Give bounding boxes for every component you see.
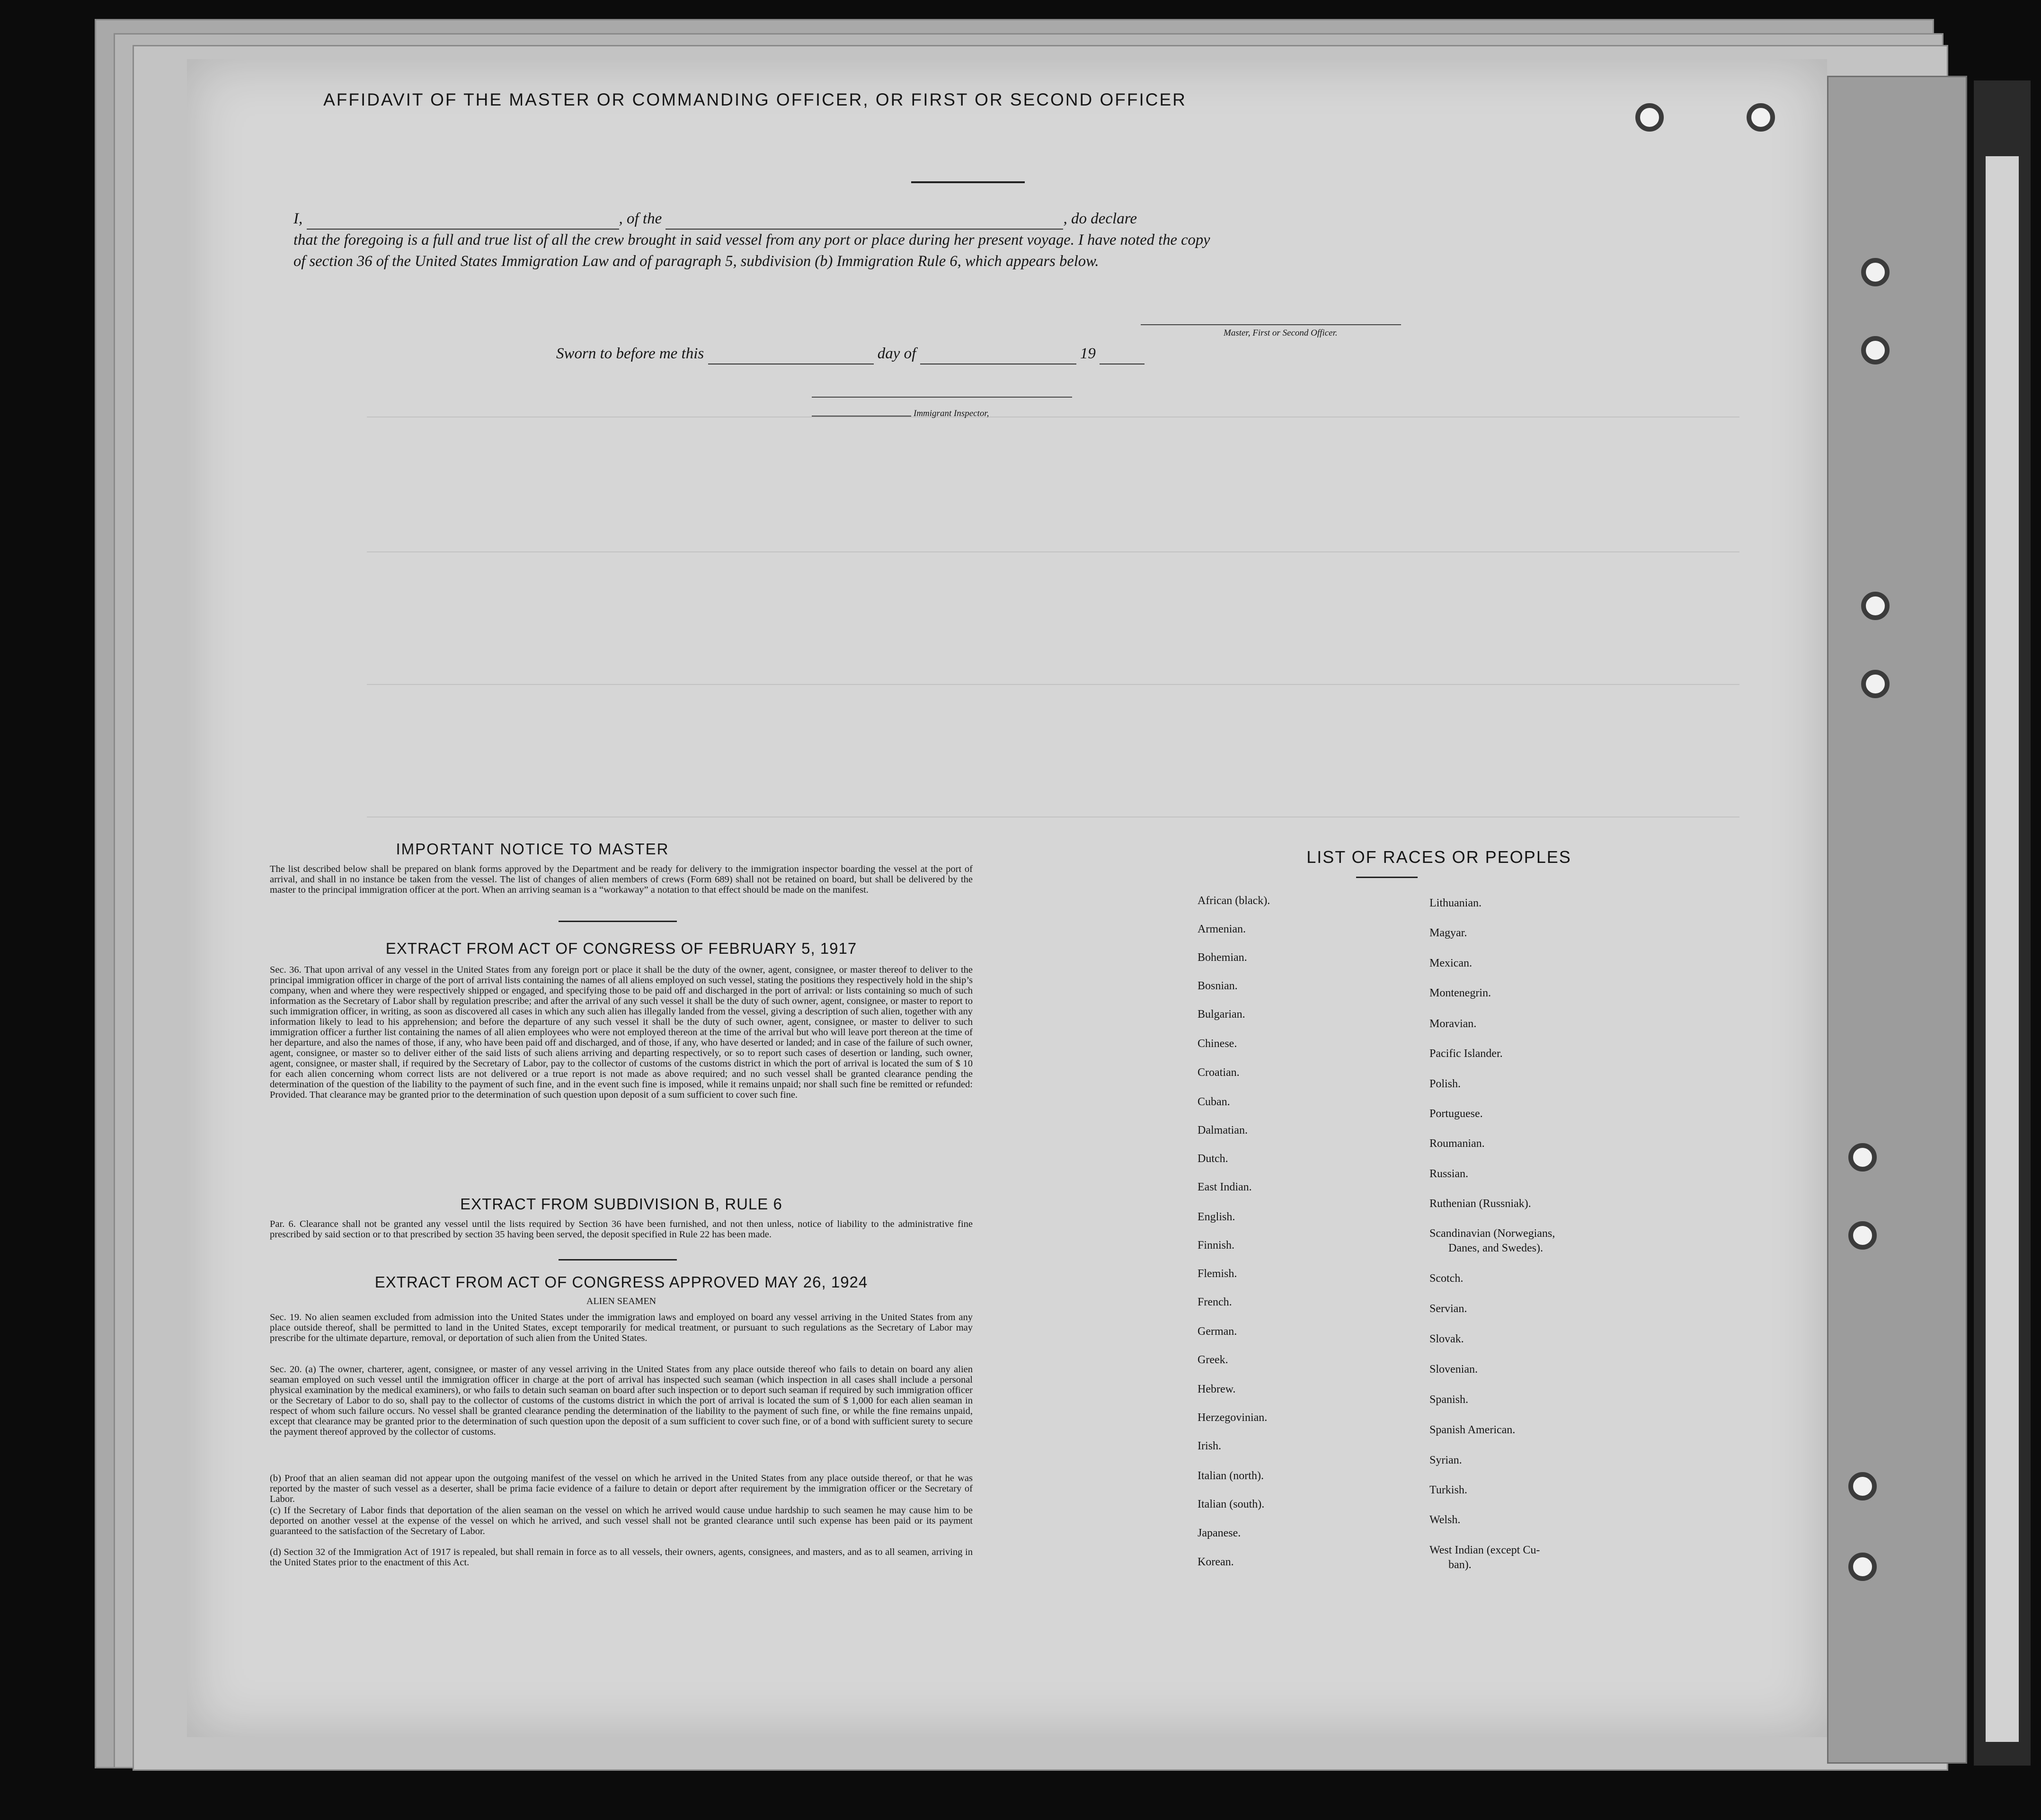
race-item: Polish.	[1429, 1078, 1461, 1090]
extract-1924-sec20a: Sec. 20. (a) The owner, charterer, agent, consignee, or master of any vessel arriving in the United States from any place outside thereof who fails to detain on board any alien seaman employed on such vessel until the immigration officer in charge at the port of arrival has inspected such seaman (which inspection in all cases shall include a personal physical examination by the medical examiners), or who fails to detain such seaman on board after such inspection or to deport such seaman if required by such immigration officer or the Secretary of Labor to do so, shall pay to the collector of customs of the customs district in which the port of arrival is located the sum of $ 1,000 for each alien seaman in respect of whom such failure occurs. No vessel shall be granted clearance pending the determination of the liability to the payment of such fine, or while the fine remains unpaid, except that clearance may be granted prior to the determination of such question upon the deposit of a sum sufficient to cover such fine, or of a bond with sufficient surety to secure the payment thereof approved by the collector of customs.	[270, 1364, 973, 1437]
extract-1924-sec20d: (d) Section 32 of the Immigration Act of 1917 is repealed, but shall remain in force as to all vessels, their owners, agents, consignees, and masters, and as to all seamen, arriving in the United States prior to the enactment of this Act.	[270, 1547, 973, 1568]
section-rule	[559, 1259, 677, 1261]
affidavit-title: AFFIDAVIT OF THE MASTER OR COMMANDING OFFICER, OR FIRST OR SECOND OFFICER	[323, 90, 1187, 109]
race-item: Armenian.	[1198, 923, 1246, 935]
binder-strip-inner	[1986, 156, 2019, 1742]
binder-hole	[1861, 258, 1890, 286]
race-item: Montenegrin.	[1429, 987, 1491, 999]
race-item: Finnish.	[1198, 1239, 1235, 1252]
race-item: Cuban.	[1198, 1096, 1230, 1108]
binder-hole	[1861, 336, 1890, 364]
affidavit-line1-end: , do declare	[1063, 210, 1137, 227]
name-blank[interactable]	[307, 215, 619, 230]
binder-hole	[1848, 1143, 1877, 1172]
extract-1924-sec19: Sec. 19. No alien seamen excluded from admission into the United States under the immigration laws and employed on board any vessel arriving in the United States from any place outside thereof, shall be permitted to land in the United States, except temporarily for medical treatment, or pursuant to such regulations as the Secretary of Labor may prescribe for the ultimate departure, removal, or deportation of such alien from the United States.	[270, 1312, 973, 1343]
race-item: ban).	[1448, 1559, 1472, 1571]
year-prefix: 19	[1080, 345, 1096, 362]
race-item: English.	[1198, 1211, 1235, 1223]
paper-edge-right	[1827, 76, 1967, 1764]
sworn-day-blank[interactable]	[708, 350, 874, 364]
extract-1917-text: Sec. 36. That upon arrival of any vessel in the United States from any foreign port or place it shall be the duty of the owner, agent, consignee, or master thereof to deliver to the principal immigration officer in charge of the port of arrival lists containing the names of all aliens employed on such vessel, stating the positions they respectively hold in the ship’s company, when and where they were respectively shipped or engaged, and specifying those to be paid off and discharged in the port of arrival: or lists containing so much of such information as the Secretary of Labor shall by regulation prescribe; and after the arrival of any such vessel it shall be the duty of such owner, agent, consignee, or master to report to such immigration officer, in writing, as soon as discovered all cases in which any such alien has illegally landed from the vessel, giving a description of such alien, together with any information likely to lead to his apprehension; and before the departure of any such vessel it shall be the duty of such owner, agent, consignee, or master to deliver to such immigration officer a further list containing the names of all alien employees who were not employed thereon at the time of the arrival but who will leave port thereon at the time of her departure, and also the names of those, if any, who have been paid off and discharged, and of those, if any, who have deserted or landed; and in case of the failure of such owner, agent, consignee, or master so to deliver either of the said lists of such aliens arriving and departing respectively, or so to report such cases of desertion or landing, such owner, agent, consignee, or master shall, if required by the Secretary of Labor, pay to the collector of customs of the customs district in which the port of arrival is located the sum of $ 10 for each alien concerning whom correct lists are not delivered or a true report is not made as above required; and no such vessel shall be granted clearance pending the determination of the question of the liability to the payment of such fine, and in the event such fine is imposed, while it remains unpaid; nor shall such fine be remitted or refunded: Provided. That clearance may be granted prior to the determination of such question upon deposit of a sum sufficient to cover such fine.	[270, 965, 973, 1100]
vessel-blank[interactable]	[666, 215, 1063, 230]
master-signature-line[interactable]	[1141, 324, 1401, 325]
binder-hole	[1747, 103, 1775, 132]
race-item: African (black).	[1198, 895, 1270, 907]
binder-hole	[1861, 592, 1890, 620]
race-item: Roumanian.	[1429, 1137, 1485, 1150]
race-item: Moravian.	[1429, 1018, 1477, 1030]
race-item: Herzegovinian.	[1198, 1412, 1268, 1424]
races-title: LIST OF RACES OR PEOPLES	[1306, 847, 1571, 867]
alien-seamen-subtitle: ALIEN SEAMEN	[586, 1296, 657, 1306]
race-item: Ruthenian (Russniak).	[1429, 1198, 1531, 1210]
inspector-signature-line[interactable]	[812, 397, 1072, 398]
race-item: Dutch.	[1198, 1153, 1228, 1165]
notice-title: IMPORTANT NOTICE TO MASTER	[396, 840, 669, 858]
sworn-year-blank[interactable]	[1100, 350, 1145, 364]
binder-hole	[1861, 670, 1890, 698]
race-item: German.	[1198, 1325, 1237, 1338]
race-item: Bohemian.	[1198, 951, 1247, 964]
binder-hole	[1848, 1553, 1877, 1581]
race-item: Pacific Islander.	[1429, 1048, 1503, 1060]
extract-1924-sec20c: (c) If the Secretary of Labor finds that deportation of the alien seaman on the vessel on which he arrived would cause undue hardship to such seamen he may cause him to be deported on another vessel at the expense of the vessel on which he arrived, and such vessel shall not be granted clearance until such expense has been paid or its payment guaranteed to the satisfaction of the Secretary of Labor.	[270, 1505, 973, 1536]
race-item: Spanish.	[1429, 1394, 1469, 1406]
race-item: Flemish.	[1198, 1268, 1237, 1280]
sworn-month-blank[interactable]	[920, 350, 1076, 364]
race-item: West Indian (except Cu-	[1429, 1544, 1540, 1556]
binder-hole	[1848, 1221, 1877, 1250]
binder-hole	[1848, 1472, 1877, 1500]
title-rule	[911, 181, 1025, 183]
race-item: Italian (south).	[1198, 1498, 1265, 1510]
race-item: Scotch.	[1429, 1272, 1464, 1285]
race-item: Japanese.	[1198, 1527, 1241, 1539]
affidavit-line1-mid: , of the	[619, 210, 662, 227]
ghost-line	[367, 551, 1739, 552]
race-item: Syrian.	[1429, 1454, 1462, 1466]
race-item: Hebrew.	[1198, 1383, 1236, 1395]
race-item: Slovenian.	[1429, 1363, 1478, 1376]
race-item: Russian.	[1429, 1168, 1469, 1180]
race-item: French.	[1198, 1296, 1232, 1308]
master-label: Master, First or Second Officer.	[1224, 328, 1338, 338]
races-title-rule	[1356, 877, 1418, 878]
day-of-text: day of	[877, 345, 916, 362]
sworn-text: Sworn to before me this	[556, 345, 704, 362]
notice-text: The list described below shall be prepared on blank forms approved by the Department and be ready for delivery to the immigration inspector boarding the vessel at the port of arrival, and shall in no instance be taken from the vessel. The list of changes of alien members of crews (Form 689) shall not be retained on board, but shall be delivered by the master to the principal immigration officer at the port. When an arriving seaman is a “workaway” a notation to that effect should be made on the manifest.	[270, 864, 973, 895]
race-item: Turkish.	[1429, 1484, 1467, 1496]
ghost-line	[367, 684, 1739, 685]
affidavit-line1-start: I,	[293, 210, 303, 227]
race-item: Chinese.	[1198, 1038, 1237, 1050]
race-item: Bosnian.	[1198, 980, 1238, 992]
race-item: Lithuanian.	[1429, 897, 1482, 909]
race-item: Croatian.	[1198, 1066, 1240, 1079]
extract-1924-sec20b: (b) Proof that an alien seaman did not appear upon the outgoing manifest of the vessel on which he arrived in the United States from any place outside thereof, or that he was reported by the master of such vessel as a deserter, shall be prima facie evidence of a failure to detain or deport after requirement by the immigration officer or the Secretary of Labor.	[270, 1473, 973, 1504]
race-item: Korean.	[1198, 1556, 1234, 1568]
race-item: Slovak.	[1429, 1333, 1464, 1345]
race-item: Scandinavian (Norwegians,	[1429, 1227, 1555, 1240]
section-rule	[559, 921, 677, 922]
race-item: Spanish American.	[1429, 1424, 1516, 1436]
race-item: Mexican.	[1429, 957, 1472, 969]
extract-rule6-text: Par. 6. Clearance shall not be granted any vessel until the lists required by Section 36 have been furnished, and not then unless, notice of liability to the administrative fine prescribed by said section or to that prescribed by section 35 having been served, the deposit specified in Rule 22 has been made.	[270, 1219, 973, 1240]
race-item: Italian (north).	[1198, 1470, 1264, 1482]
race-item: Welsh.	[1429, 1514, 1461, 1526]
affidavit-paragraph: that the foregoing is a full and true list of all the crew brought in said vessel from any port or place during her present voyage. I have noted the copy of section 36 of the United States Immigration Law and of paragraph 5, subdivision (b) Immigration Rule 6, which appears below.	[293, 231, 1210, 270]
race-item: Bulgarian.	[1198, 1008, 1245, 1021]
race-item: East Indian.	[1198, 1181, 1252, 1193]
race-item: Irish.	[1198, 1440, 1221, 1452]
binder-hole	[1635, 103, 1664, 132]
race-item: Portuguese.	[1429, 1108, 1483, 1120]
affidavit-first-line	[293, 208, 1221, 230]
extract-1917-title: EXTRACT FROM ACT OF CONGRESS OF FEBRUARY 5, 1917	[385, 940, 857, 957]
race-item: Greek.	[1198, 1354, 1228, 1366]
inspector-label: Immigrant Inspector,	[914, 408, 989, 418]
race-item: Danes, and Swedes).	[1448, 1242, 1543, 1254]
race-item: Servian.	[1429, 1303, 1467, 1315]
extract-1924-title: EXTRACT FROM ACT OF CONGRESS APPROVED MAY 26, 1924	[374, 1273, 868, 1291]
race-item: Dalmatian.	[1198, 1124, 1248, 1136]
sworn-line	[556, 343, 1219, 364]
inspector-line-short	[812, 416, 911, 417]
extract-rule6-title: EXTRACT FROM SUBDIVISION B, RULE 6	[460, 1195, 782, 1213]
race-item: Magyar.	[1429, 927, 1467, 939]
